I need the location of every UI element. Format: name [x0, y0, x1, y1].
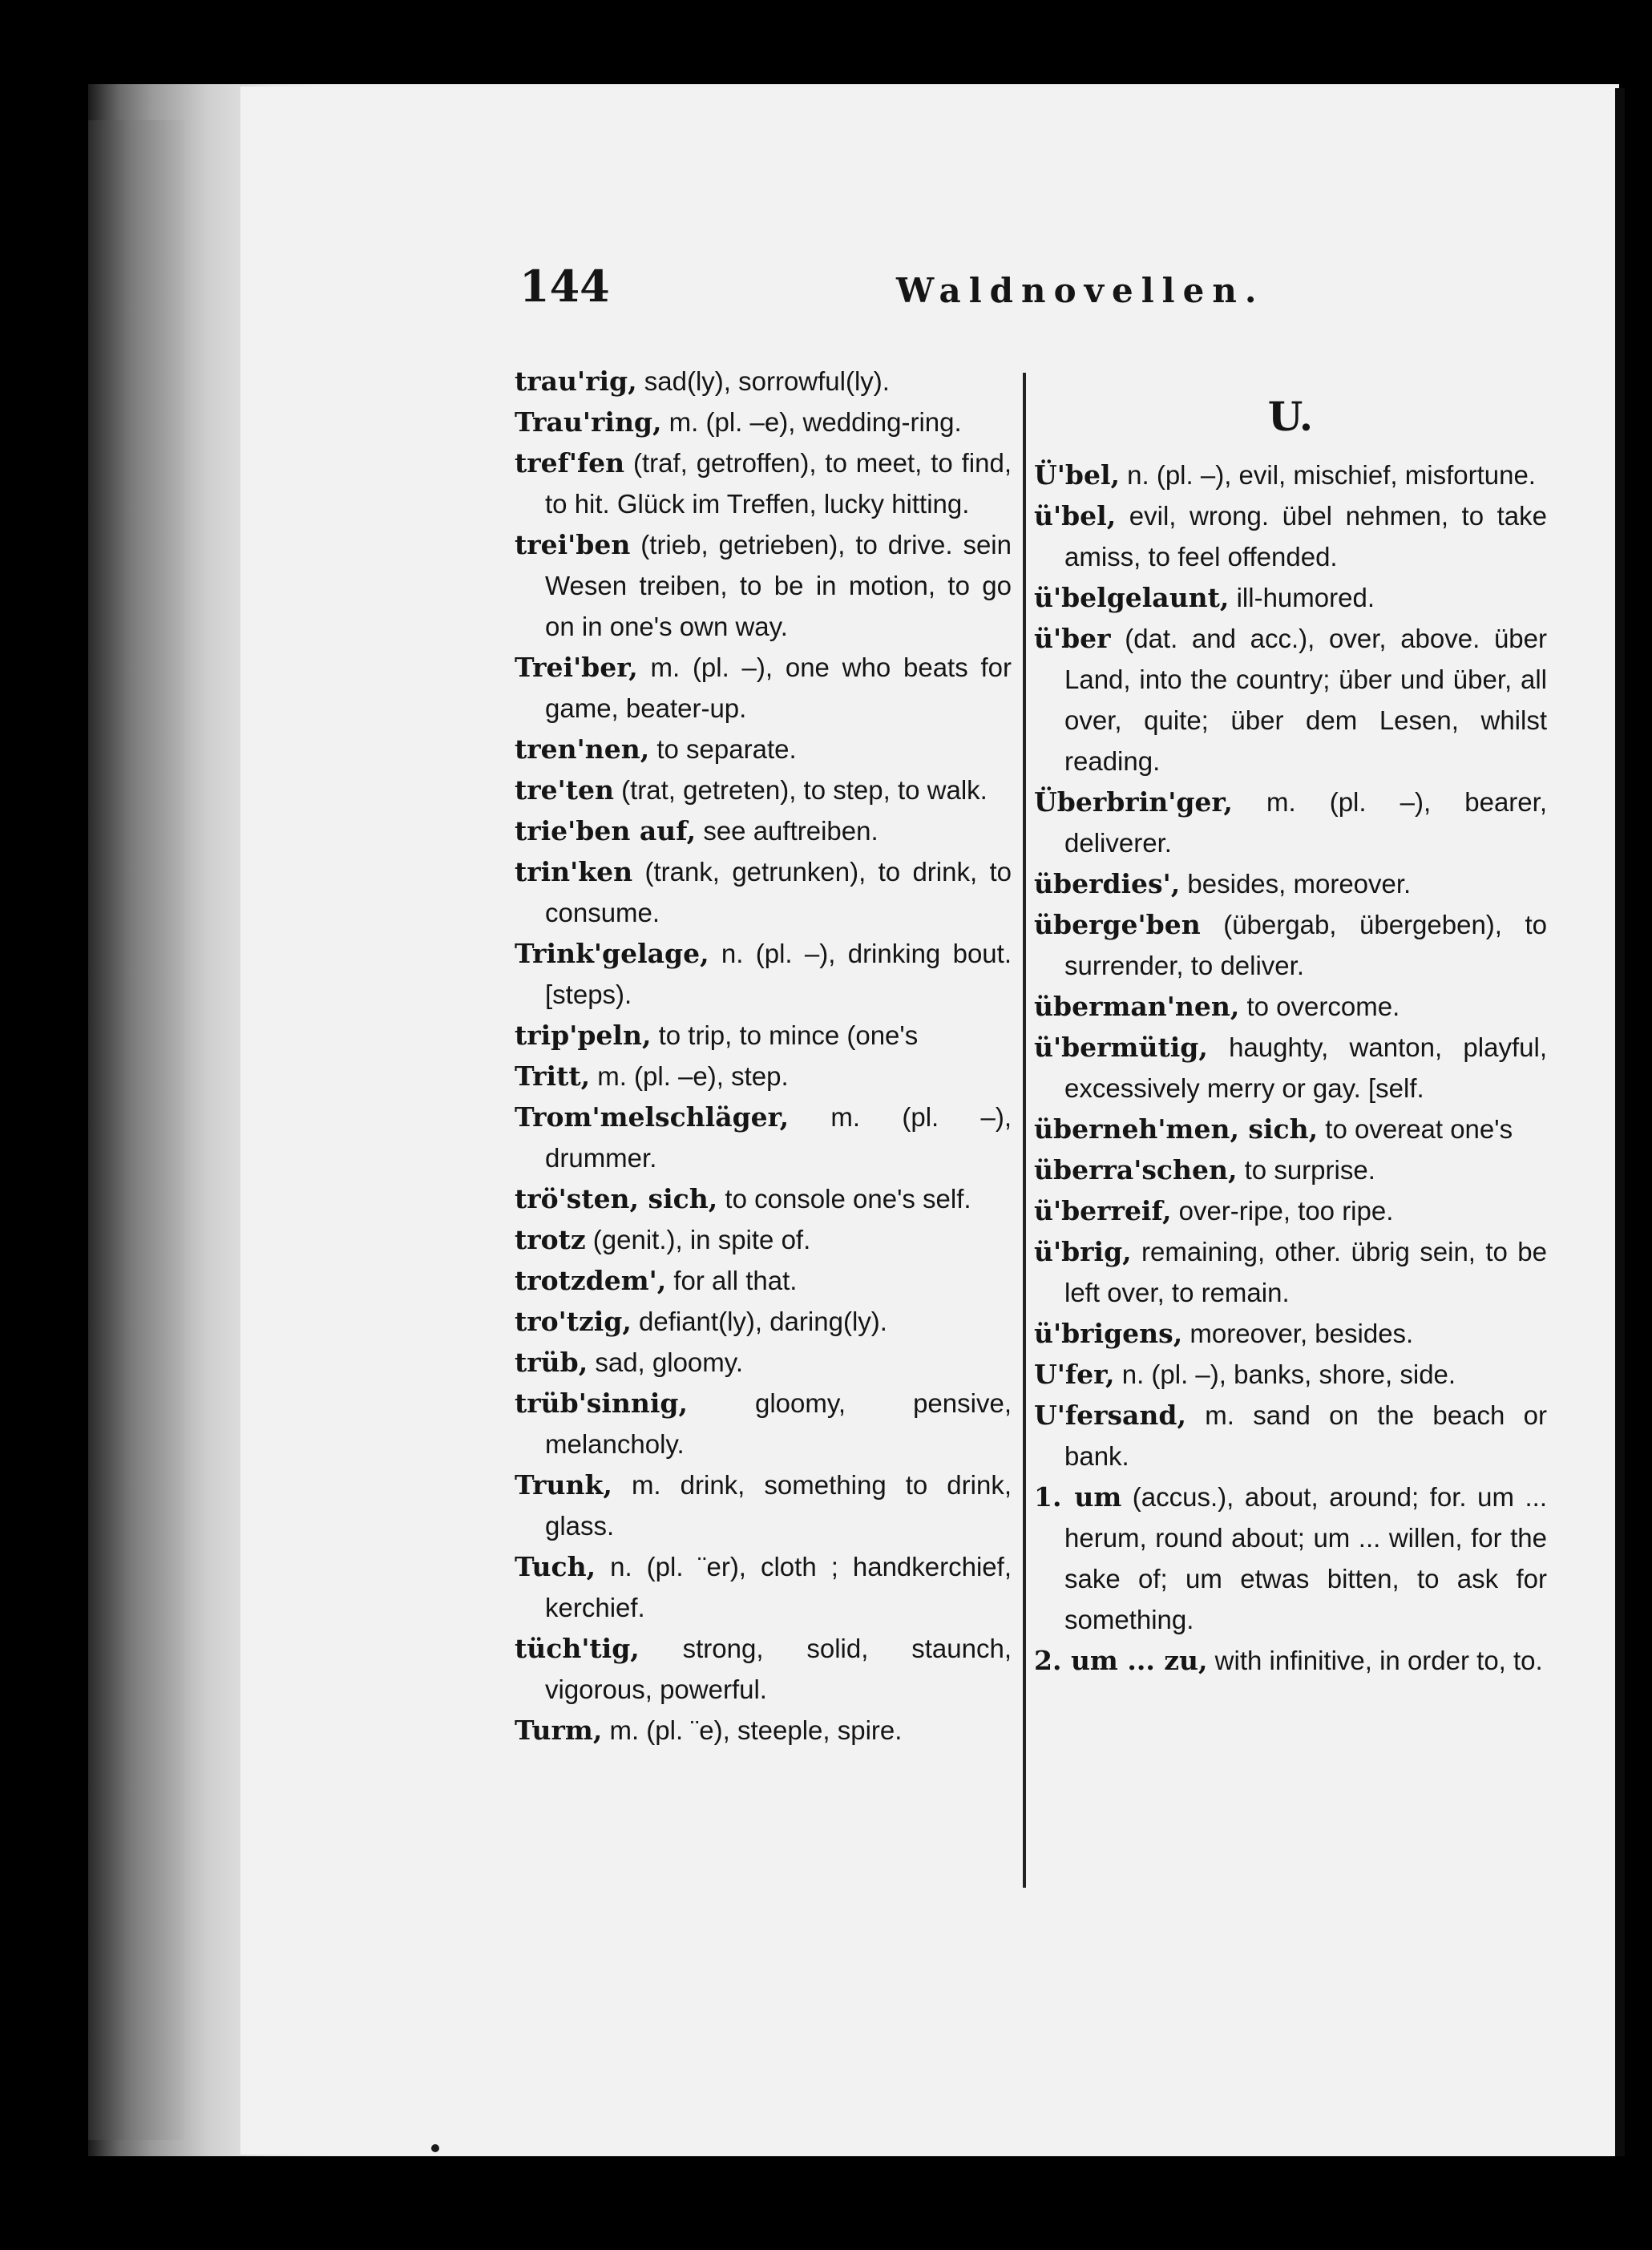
entry-definition: n. (pl. –), drinking bout. [steps).	[545, 939, 1012, 1009]
dictionary-entry	[1034, 782, 1547, 863]
column-divider	[1023, 373, 1026, 1888]
entry-headword: ü'bel,	[1034, 500, 1117, 531]
entry-definition: to console one's self.	[717, 1184, 971, 1214]
entry-headword: trotzdem',	[515, 1265, 667, 1296]
entry-headword: Trau'ring,	[515, 406, 662, 438]
dictionary-entry	[515, 1097, 1012, 1178]
section-letter: U.	[1267, 393, 1314, 440]
entry-definition: m. (pl. –e), step.	[590, 1061, 789, 1091]
entry-headword: Tuch,	[515, 1551, 596, 1582]
entry-headword: Trei'ber,	[515, 652, 638, 683]
entry-definition: (trieb, getrieben), to drive. sein Wesen treiben, to be in motion, to go on in one's own way.	[545, 530, 1012, 641]
entry-headword: ü'brigens,	[1034, 1318, 1183, 1349]
dictionary-entry	[515, 361, 1012, 402]
entry-definition: m. (pl. –e), wedding-ring.	[661, 407, 962, 437]
entry-definition: m. (pl. ¨e), steeple, spire.	[602, 1715, 903, 1745]
dictionary-entry	[515, 1342, 1012, 1383]
entry-headword: ü'belgelaunt,	[1034, 582, 1230, 613]
entry-definition: n. (pl. –), banks, shore, side.	[1114, 1359, 1456, 1389]
dictionary-entry	[515, 770, 1012, 810]
dictionary-entry	[515, 1383, 1012, 1464]
dictionary-entry	[1034, 454, 1547, 495]
entry-definition: moreover, besides.	[1182, 1319, 1414, 1348]
dictionary-entry	[515, 402, 1012, 442]
entry-headword: ü'ber	[1034, 623, 1111, 654]
entry-headword: Trunk,	[515, 1469, 612, 1501]
entry-definition: see auftreiben.	[696, 816, 879, 846]
dictionary-entry	[1034, 1476, 1547, 1640]
dictionary-entry	[1034, 1027, 1547, 1109]
entry-definition: defiant(ly), daring(ly).	[631, 1307, 887, 1336]
entry-definition: n. (pl. ¨er), cloth ; handkerchief, kerchief.	[545, 1552, 1012, 1622]
dictionary-entry	[515, 1219, 1012, 1260]
entry-definition: m. (pl. –), drummer.	[545, 1102, 1012, 1173]
entry-headword: trotz	[515, 1224, 586, 1255]
entry-definition: (genit.), in spite of.	[585, 1225, 811, 1254]
entry-headword: trin'ken	[515, 856, 633, 887]
entry-definition: (traf, getroffen), to meet, to find, to hit. Glück im Treffen, lucky hitting.	[545, 448, 1012, 519]
entry-definition: m. (pl. –), one who beats for game, beater-up.	[545, 652, 1012, 723]
entry-headword: trie'ben auf,	[515, 815, 697, 846]
entry-definition: (trank, getrunken), to drink, to consume.	[545, 857, 1012, 927]
entry-headword: tref'fen	[515, 447, 625, 479]
dictionary-entry	[515, 1628, 1012, 1710]
dictionary-entry	[515, 933, 1012, 1015]
entry-headword: Turm,	[515, 1715, 603, 1746]
dictionary-entry	[515, 442, 1012, 524]
entry-headword: tüch'tig,	[515, 1633, 640, 1664]
entry-definition: to overeat one's	[1318, 1114, 1513, 1144]
dictionary-entry	[1034, 577, 1547, 618]
entry-headword: ü'brig,	[1034, 1236, 1132, 1267]
dictionary-entry	[515, 851, 1012, 933]
entry-definition: m. drink, something to drink, glass.	[545, 1470, 1012, 1541]
entry-definition: to separate.	[649, 734, 797, 764]
dictionary-entry	[515, 1015, 1012, 1056]
gutter-shadow	[88, 120, 184, 2140]
dictionary-entry	[515, 1710, 1012, 1751]
dictionary-entry	[515, 729, 1012, 770]
ink-dot	[431, 2144, 439, 2152]
dictionary-entry	[515, 1301, 1012, 1342]
entry-headword: tro'tzig,	[515, 1306, 632, 1337]
entry-headword: überman'nen,	[1034, 991, 1240, 1022]
entry-headword: 1. um	[1034, 1481, 1122, 1513]
dictionary-entry	[1034, 1313, 1547, 1354]
entry-headword: überdies',	[1034, 868, 1181, 899]
dictionary-entry	[1034, 1354, 1547, 1395]
entry-headword: Überbrin'ger,	[1034, 786, 1233, 818]
dictionary-entry	[515, 1546, 1012, 1628]
dictionary-entry	[515, 524, 1012, 647]
dictionary-entry	[515, 810, 1012, 851]
entry-headword: überge'ben	[1034, 909, 1201, 940]
entry-definition: for all that.	[666, 1266, 798, 1295]
entry-definition: with infinitive, in order to, to.	[1207, 1646, 1543, 1675]
dictionary-entry	[515, 1464, 1012, 1546]
entry-definition: besides, moreover.	[1180, 869, 1412, 899]
entry-headword: Trom'melschläger,	[515, 1101, 790, 1133]
entry-headword: trip'peln,	[515, 1020, 652, 1051]
entry-definition: strong, solid, staunch, vigorous, powerful.	[545, 1634, 1012, 1704]
entry-headword: überneh'men, sich,	[1034, 1113, 1319, 1145]
dictionary-entry	[1034, 986, 1547, 1027]
dictionary-entry	[1034, 1190, 1547, 1231]
entry-definition: over-ripe, too ripe.	[1171, 1196, 1394, 1226]
dictionary-entry	[1034, 1149, 1547, 1190]
entry-headword: trüb,	[515, 1347, 588, 1378]
entry-headword: tre'ten	[515, 774, 614, 806]
dictionary-entry	[1034, 618, 1547, 782]
entry-definition: m. sand on the beach or bank.	[1064, 1400, 1547, 1471]
entry-headword: U'fersand,	[1034, 1400, 1186, 1431]
dictionary-entry	[1034, 495, 1547, 577]
dictionary-entry	[1034, 1395, 1547, 1476]
left-column	[515, 361, 1012, 1751]
entry-definition: (übergab, übergeben), to surrender, to deliver.	[1064, 910, 1547, 980]
entry-headword: trei'ben	[515, 529, 631, 560]
entry-headword: trö'sten, sich,	[515, 1183, 718, 1214]
entry-definition: n. (pl. –), evil, mischief, misfortune.	[1119, 460, 1536, 490]
entry-definition: remaining, other. übrig sein, to be left over, to remain.	[1064, 1237, 1547, 1307]
entry-headword: Tritt,	[515, 1060, 591, 1092]
entry-definition: sad(ly), sorrowful(ly).	[636, 366, 890, 396]
entry-definition: to surprise.	[1237, 1155, 1375, 1185]
entry-headword: ü'bermütig,	[1034, 1032, 1208, 1063]
dictionary-entry	[1034, 863, 1547, 904]
dictionary-entry	[1034, 904, 1547, 986]
entry-headword: 2. um ... zu,	[1034, 1645, 1208, 1676]
entry-headword: trüb'sinnig,	[515, 1388, 688, 1419]
entry-definition: gloomy, pensive, melancholy.	[545, 1388, 1012, 1459]
dictionary-entry	[1034, 1640, 1547, 1681]
entry-definition: (accus.), about, around; for. um ... herum, round about; um ... willen, for the sake of; um etwas bitten, to ask for something.	[1064, 1482, 1547, 1634]
entry-definition: m. (pl. –), bearer, deliverer.	[1064, 787, 1547, 858]
dictionary-entry	[515, 647, 1012, 729]
entry-definition: evil, wrong. übel nehmen, to take amiss, to feel offended.	[1064, 501, 1547, 572]
entry-headword: Trink'gelage,	[515, 938, 709, 969]
entry-headword: U'fer,	[1034, 1359, 1115, 1390]
page-right-edge	[1615, 88, 1625, 2156]
entry-headword: trau'rig,	[515, 366, 637, 397]
dictionary-entry	[1034, 1231, 1547, 1313]
entry-definition: to overcome.	[1239, 992, 1400, 1021]
entry-headword: überra'schen,	[1034, 1154, 1238, 1186]
entry-definition: (trat, getreten), to step, to walk.	[613, 775, 988, 805]
entry-definition: ill-humored.	[1229, 583, 1375, 612]
entry-definition: haughty, wanton, playful, excessively merry or gay. [self.	[1064, 1032, 1547, 1103]
dictionary-entry	[515, 1260, 1012, 1301]
running-title: Waldnovellen.	[896, 271, 1265, 310]
entry-headword: tren'nen,	[515, 733, 650, 765]
dictionary-entry	[1034, 1109, 1547, 1149]
entry-definition: (dat. and acc.), over, above. über Land, into the country; über und über, all over, quite; über dem Lesen, whilst reading.	[1064, 624, 1547, 776]
entry-headword: Ü'bel,	[1034, 459, 1120, 491]
entry-headword: ü'berreif,	[1034, 1195, 1172, 1226]
entry-definition: to trip, to mince (one's	[651, 1020, 919, 1050]
right-column	[1034, 361, 1547, 1681]
dictionary-entry	[515, 1178, 1012, 1219]
page-number: 144	[519, 261, 610, 312]
entry-definition: sad, gloomy.	[588, 1347, 743, 1377]
dictionary-entry	[515, 1056, 1012, 1097]
